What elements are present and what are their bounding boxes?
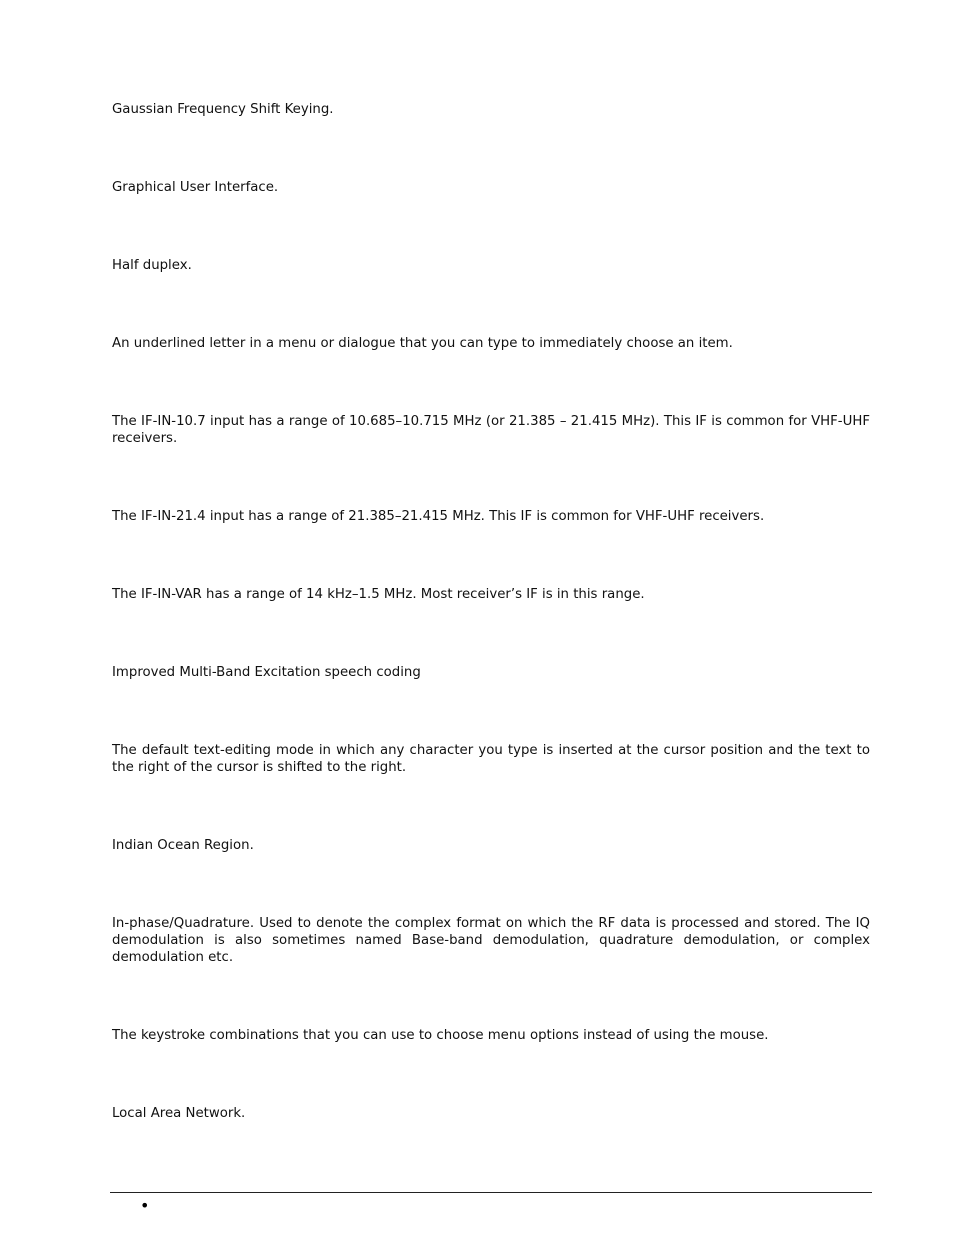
glossary-definition-lan: Local Area Network. (112, 1106, 246, 1121)
glossary-definition-gfsk: Gaussian Frequency Shift Keying. (112, 102, 334, 117)
glossary-definition-gui: Graphical User Interface. (112, 180, 279, 195)
glossary-definition-hotkey: An underlined letter in a menu or dialogue that you can type to immediately choose an item. (112, 336, 733, 351)
glossary-definition-if-in-var: The IF-IN-VAR has a range of 14 kHz–1.5 MHz. Most receiver’s IF is in this range. (112, 587, 645, 602)
glossary-definition-insert-mode: The default text-editing mode in which any character you type is inserted at the cursor position and the text to the right of the cursor is shifted to the right. (112, 743, 870, 775)
footer-divider (110, 1192, 872, 1193)
glossary-definition-iq: In-phase/Quadrature. Used to denote the complex format on which the RF data is processed and stored. The IQ demodulation is also sometimes named Base-band demodulation, quadrature demodulation, or complex demodulation etc. (112, 916, 870, 965)
glossary-definition-if-in-21-4: The IF-IN-21.4 input has a range of 21.385–21.415 MHz. This IF is common for VHF-UHF receivers. (112, 509, 765, 524)
glossary-definition-keyboard-shortcut: The keystroke combinations that you can use to choose menu options instead of using the mouse. (112, 1028, 769, 1043)
footer-bullet: • (140, 1196, 150, 1215)
glossary-definition-half-duplex: Half duplex. (112, 258, 192, 273)
glossary-definition-ior: Indian Ocean Region. (112, 838, 254, 853)
glossary-definition-if-in-10-7: The IF-IN-10.7 input has a range of 10.685–10.715 MHz (or 21.385 – 21.415 MHz). This IF is common for VHF-UHF receivers. (112, 414, 870, 446)
glossary-definition-imbe: Improved Multi-Band Excitation speech coding (112, 665, 421, 680)
